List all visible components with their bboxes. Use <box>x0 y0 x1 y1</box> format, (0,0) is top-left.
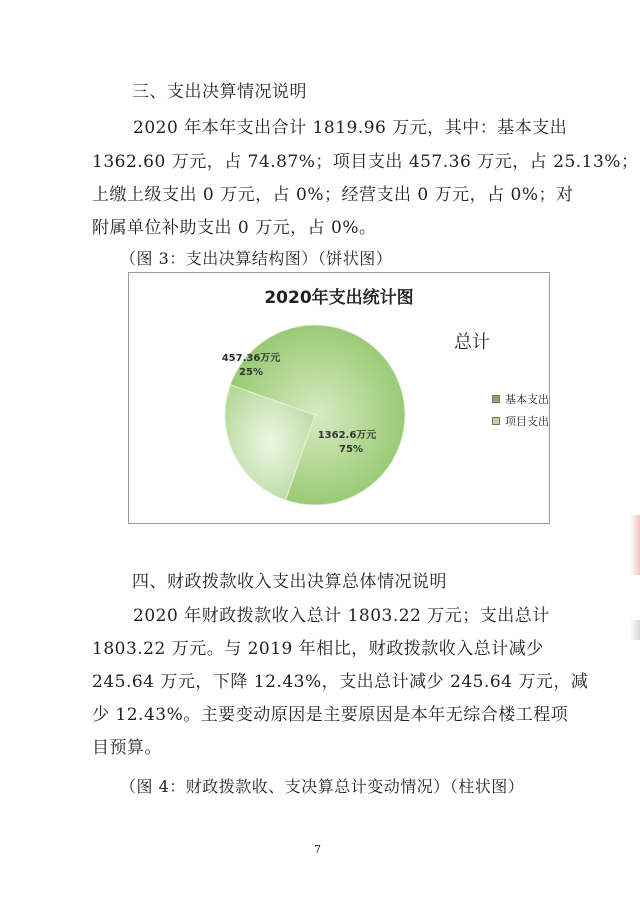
legend-swatch-project <box>492 417 500 425</box>
chart-title: 2020年支出统计图 <box>264 288 414 308</box>
figure4-caption: （图 4：财政拨款收、支决算总计变动情况）（柱状图） <box>120 777 525 796</box>
section3-line-3: 上缴上级支出 0 万元，占 0%；经营支出 0 万元，占 0%；对 <box>92 185 574 205</box>
chart-subtitle: 总计 <box>454 332 490 353</box>
section3-heading: 三、支出决算情况说明 <box>132 82 307 102</box>
slice-label-project-value: 457.36万元 <box>221 353 281 364</box>
legend-label-basic: 基本支出 <box>505 393 549 406</box>
chart-legend <box>492 391 549 435</box>
pie-chart <box>128 272 550 524</box>
figure3-caption: （图 3：支出决算结构图）（饼状图） <box>120 249 393 268</box>
section4-line-4: 少 12.43%。主要变动原因是主要原因是本年无综合楼工程项 <box>92 705 569 725</box>
page-number: 7 <box>314 843 321 856</box>
edge-stain <box>630 620 640 640</box>
slice-label-basic-value: 1362.6万元 <box>317 430 377 441</box>
section3-line-2: 1362.60 万元，占 74.87%；项目支出 457.36 万元，占 25.13%； <box>92 152 639 172</box>
section4-line-1: 2020 年财政拨款收入总计 1803.22 万元；支出总计 <box>133 606 550 626</box>
slice-label-project-percent: 25% <box>239 367 263 378</box>
pie-svg <box>129 273 549 523</box>
legend-swatch-basic <box>492 395 500 403</box>
slice-label-basic-percent: 75% <box>339 444 363 455</box>
section4-line-3: 245.64 万元，下降 12.43%，支出总计减少 245.64 万元，减 <box>92 672 589 692</box>
legend-label-project: 项目支出 <box>505 415 549 428</box>
edge-stain <box>630 515 640 575</box>
legend-item-project <box>492 413 549 429</box>
section4-heading: 四、财政拨款收入支出决算总体情况说明 <box>132 572 447 592</box>
section3-line-1: 2020 年本年支出合计 1819.96 万元，其中：基本支出 <box>133 118 568 138</box>
legend-item-basic <box>492 391 549 407</box>
section4-line-2: 1803.22 万元。与 2019 年相比，财政拨款收入总计减少 <box>92 639 544 659</box>
pie-slices <box>225 325 405 505</box>
section4-line-5: 目预算。 <box>92 738 162 758</box>
section3-line-4: 附属单位补助支出 0 万元，占 0%。 <box>92 218 377 238</box>
